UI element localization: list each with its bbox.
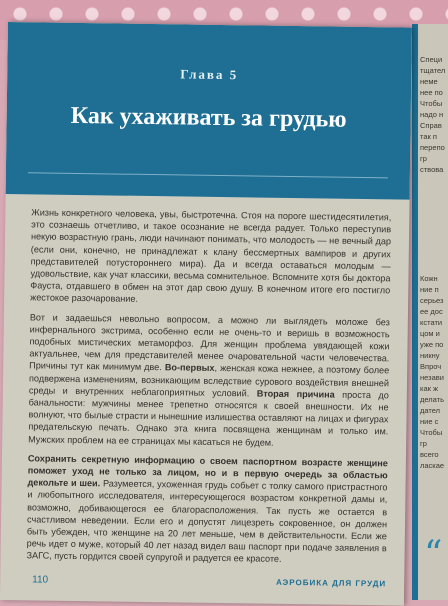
right-page: [412, 24, 448, 600]
right-page-line: перепо: [420, 143, 445, 152]
left-page: [0, 22, 412, 606]
right-page-line: никну: [420, 351, 440, 360]
right-page-edge: [412, 24, 418, 600]
running-title: АЭРОБИКА ДЛЯ ГРУДИ: [275, 577, 387, 589]
right-page-line: как ж: [420, 384, 438, 393]
chapter-header: [6, 22, 412, 200]
p3-text: Разумеется, ухоженная грудь собьет с толку самого пристрастного и любопытного исследователя, интересующегося возрастом конкретной дамы и, возможно, добивающегося ее благорасположения. Так пусть же остается в счастливом неведении. Если его и допустят лицезреть сокровенное, он должен быть убежден, что женщине на 20 лет меньше, чем в действительности. Если же речь идет о муже, который 40 лет назад видел ваш паспорт при подаче заявления в ЗАГС, пусть гордится своей супругой и радуется ее красоте.: [26, 478, 388, 565]
right-page-line: гр: [420, 154, 427, 163]
p2-text-a: Вот и задаешься невольно вопросом, а можно ли выглядеть моложе без инфернального экстрима, особенно если не очень-то и веришь в возможность подобных мистических метаморфоз. Для женщин проблема увядающей кожи актуальнее, чем для представителей менее очаровательной части человечества. Причины тут как минимум две.: [29, 311, 390, 373]
right-page-line: так п: [420, 132, 437, 141]
right-page-line: Чтобы: [420, 99, 443, 108]
p2-text-c: проста до банальности: мужчины менее трепетно относятся к своей внешности. Их не волнуют, что былые страсти и нынешние излишества оставляют на лицах и фигурах предательскую печать. Однако эта книга посвящена женщинам и только им. Мужских проблем на ее страницах мы касаться не будем.: [28, 389, 389, 448]
right-page-line: надо н: [420, 110, 444, 119]
right-page-line: дател: [420, 406, 441, 415]
page-footer: [26, 574, 387, 589]
chapter-title: Как ухаживать за грудью: [70, 102, 347, 133]
right-page-line: гр: [420, 439, 427, 448]
p2-text-b: , женская кожа нежнее, а поэтому более подвержена изменениям, возникающим вследствие сурового воздействия внешней среды и внутренних неблагоприятных условий.: [28, 363, 390, 399]
right-page-line: Специ: [420, 55, 443, 64]
paragraph-1: Жизнь конкретного человека, увы, быстротечна. Стоя на пороге шестидесятилетия, это сознаешь отчетливо, и такое осознание не всегда радует. Только переступив некую возрастную грань, люди начинают понимать, что молодость — не вечный дар (если они, конечно, не принадлежат к клану бессмертных вампиров и других представителей потустороннего мира). Да и всегда оставаться молодым — удовольствие, как учат классики, весьма сомнительное. Вспомните хотя бы доктора Фауста, отдавшего в обмен на этот дар свою душу. В конечном итоге его постигло жестокое разочарование.: [30, 207, 392, 305]
p2-first: Во-первых: [164, 362, 215, 374]
right-page-line: цом и: [420, 329, 440, 338]
right-page-line: ние п: [420, 285, 439, 294]
quote-mark: “: [424, 534, 443, 575]
right-page-line: ние с: [420, 417, 439, 426]
right-page-line: тщател: [420, 66, 446, 75]
p2-second: Вторая причина: [256, 388, 335, 400]
p3-bold: Сохранить секретную информацию о своем паспортном возрасте женщине поможет уход не только за лицом, но и в первую очередь за областью декольте и шеи.: [27, 453, 388, 489]
right-page-line: делать: [420, 395, 445, 404]
right-page-line: ствова: [420, 165, 444, 174]
paragraph-3: [26, 452, 387, 567]
chapter-body: [26, 206, 391, 574]
right-page-line: кстати: [420, 318, 443, 327]
right-page-text: [420, 54, 448, 471]
right-page-line: Кожн: [420, 274, 438, 283]
right-page-line: Чтобы: [420, 428, 443, 437]
right-page-line: Справ: [420, 121, 442, 130]
right-page-line: ласкае: [420, 461, 445, 470]
right-page-line: нее по: [420, 88, 443, 97]
header-rule: [28, 172, 388, 178]
right-page-line: серьез: [420, 296, 444, 305]
right-page-line: уже по: [420, 340, 444, 349]
right-page-line: всего: [420, 450, 439, 459]
right-page-line: неме: [420, 77, 438, 86]
page-number: 110: [32, 574, 49, 586]
chapter-label: Глава 5: [180, 66, 239, 83]
right-page-line: Впроч: [420, 362, 442, 371]
paragraph-2: [28, 311, 390, 450]
right-page-line: ее дос: [420, 307, 443, 316]
right-page-line: незави: [420, 373, 444, 382]
